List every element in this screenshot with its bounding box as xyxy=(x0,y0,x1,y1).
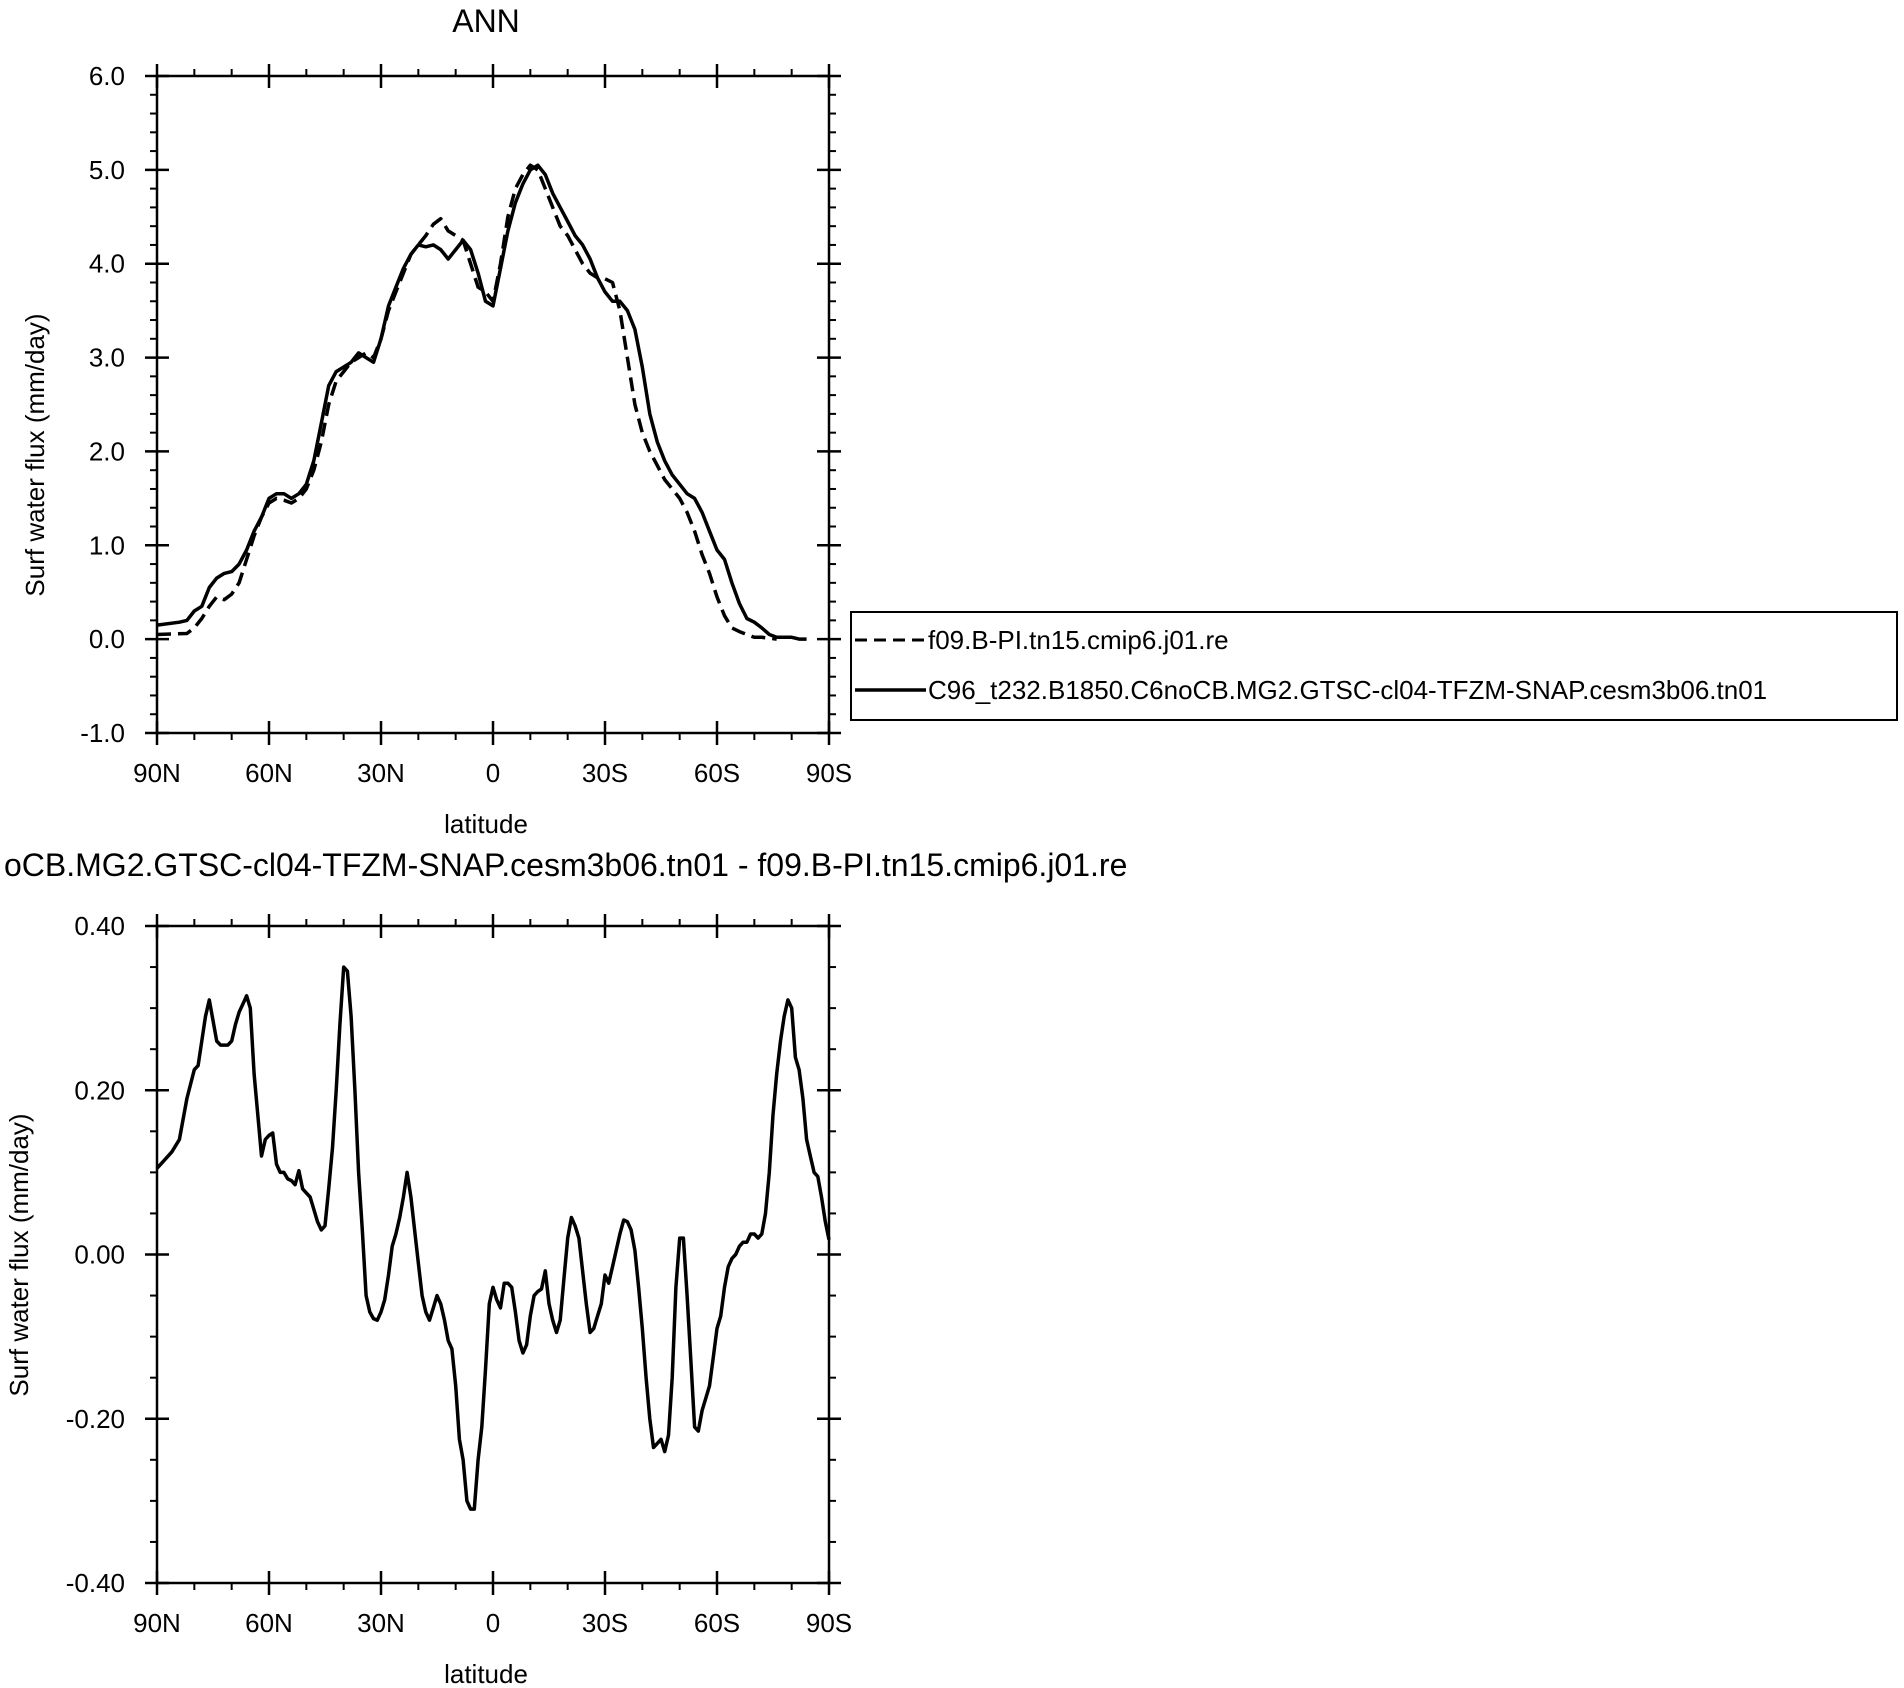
top-series-group xyxy=(157,165,807,639)
x-tick-label: 30N xyxy=(357,758,405,788)
plot-frame xyxy=(157,76,829,733)
series-line-solid xyxy=(157,967,829,1509)
series-line-dashed xyxy=(157,165,777,639)
bottom-panel xyxy=(4,847,1127,1688)
top-axes xyxy=(80,61,852,788)
y-tick-label: 3.0 xyxy=(88,342,125,373)
x-tick-label: 30N xyxy=(357,1608,405,1638)
legend-label-0: f09.B-PI.tn15.cmip6.j01.re xyxy=(928,625,1229,655)
y-tick-label: 0.00 xyxy=(74,1239,125,1270)
x-tick-label: 60N xyxy=(245,1608,293,1638)
bottom-y-axis-label: Surf water flux (mm/day) xyxy=(4,1113,34,1397)
bottom-x-axis-label: latitude xyxy=(444,1659,528,1688)
x-tick-label: 60S xyxy=(693,1608,741,1638)
x-tick-label: 0 xyxy=(485,758,501,788)
y-tick-label: 6.0 xyxy=(88,61,125,91)
y-tick-label: 1.0 xyxy=(88,530,125,561)
y-tick-label: -0.40 xyxy=(65,1568,125,1598)
y-tick-label: 0.40 xyxy=(74,911,125,941)
bottom-axes xyxy=(66,911,852,1638)
y-tick-label: 2.0 xyxy=(88,436,125,467)
bottom-series-group xyxy=(157,967,829,1509)
plot-frame xyxy=(157,926,829,1583)
y-tick-label: -1.0 xyxy=(80,718,125,748)
y-tick-label: -0.20 xyxy=(65,1403,125,1434)
x-tick-label: 90S xyxy=(805,1608,853,1638)
legend xyxy=(851,612,1897,720)
x-tick-label: 60N xyxy=(245,758,293,788)
x-tick-label: 30S xyxy=(581,1608,629,1638)
series-line-solid xyxy=(157,165,807,639)
y-tick-label: 4.0 xyxy=(88,248,125,279)
top-title: ANN xyxy=(452,3,520,39)
x-tick-label: 90S xyxy=(805,758,853,788)
x-tick-label: 90N xyxy=(133,1608,181,1638)
x-tick-label: 0 xyxy=(485,1608,501,1638)
y-tick-label: 5.0 xyxy=(88,154,125,185)
top-y-axis-label: Surf water flux (mm/day) xyxy=(20,313,50,597)
y-tick-label: 0.20 xyxy=(74,1075,125,1106)
legend-label-1: C96_t232.B1850.C6noCB.MG2.GTSC-cl04-TFZM-SNAP.cesm3b06.tn01 xyxy=(928,675,1768,705)
y-tick-label: 0.0 xyxy=(88,624,125,655)
top-panel xyxy=(20,3,852,839)
x-tick-label: 60S xyxy=(693,758,741,788)
bottom-title: oCB.MG2.GTSC-cl04-TFZM-SNAP.cesm3b06.tn01 - f09.B-PI.tn15.cmip6.j01.re xyxy=(4,847,1128,883)
x-tick-label: 30S xyxy=(581,758,629,788)
top-x-axis-label: latitude xyxy=(444,809,528,839)
x-tick-label: 90N xyxy=(133,758,181,788)
